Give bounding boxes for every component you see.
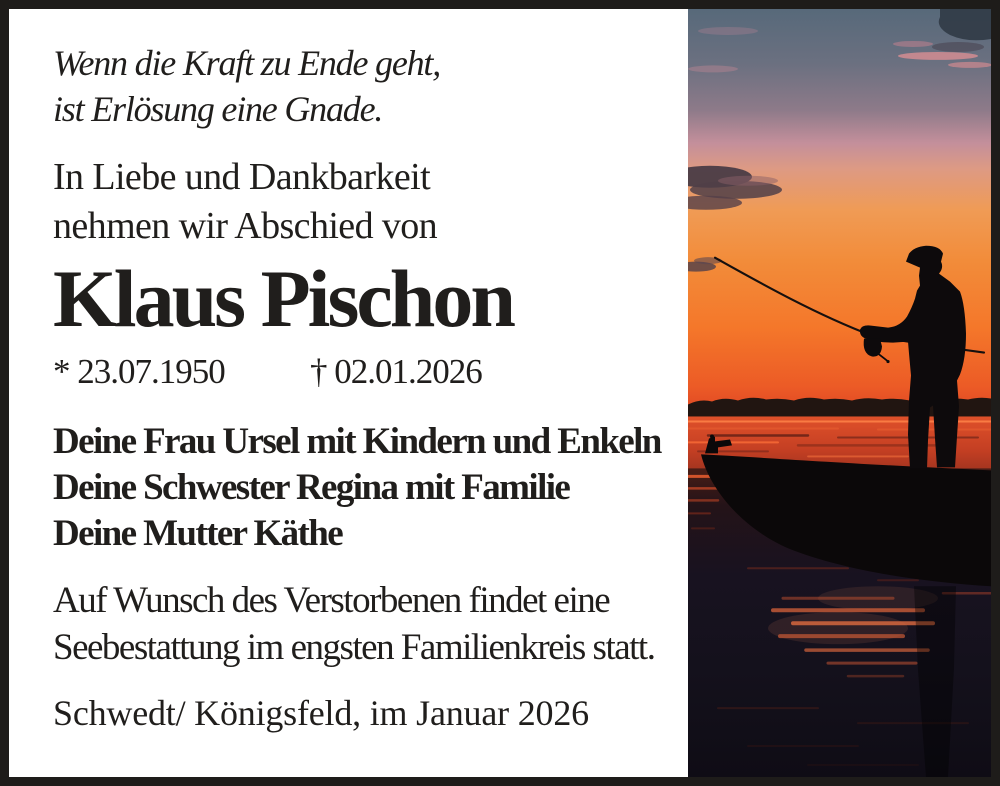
mourner-line-3: Deine Mutter Käthe [53, 513, 343, 554]
death-date: † 02.01.2026 [310, 352, 482, 391]
life-dates [53, 351, 482, 393]
place-and-date: Schwedt/ Königsfeld, im Januar 2026 [53, 693, 589, 733]
intro-line-2: nehmen wir Abschied von [53, 205, 438, 247]
mourner-line-1: Deine Frau Ursel mit Kindern und Enkeln [53, 421, 661, 462]
sunset-photo-graphic [688, 9, 991, 777]
quote-line-2: ist Erlösung eine Gnade. [53, 89, 383, 129]
mourner-line-2: Deine Schwester Regina mit Familie [53, 467, 570, 508]
intro-block [53, 153, 437, 251]
funeral-info-block [53, 578, 654, 671]
funeral-info-line-2: Seebestattung im engsten Familienkreis statt. [53, 626, 655, 668]
quote-line-1: Wenn die Kraft zu Ende geht, [53, 43, 441, 83]
quote-block [53, 40, 440, 132]
birth-date: * 23.07.1950 [53, 352, 225, 391]
mourners-block [53, 419, 661, 557]
funeral-info-line-1: Auf Wunsch des Verstorbenen findet eine [53, 580, 610, 621]
death-cross-symbol: † [310, 352, 327, 391]
birth-symbol: * [53, 352, 70, 391]
fisherman-sunset-photo [688, 9, 991, 777]
deceased-name: Klaus Pischon [53, 253, 513, 344]
intro-line-1: In Liebe und Dankbarkeit [53, 156, 431, 198]
